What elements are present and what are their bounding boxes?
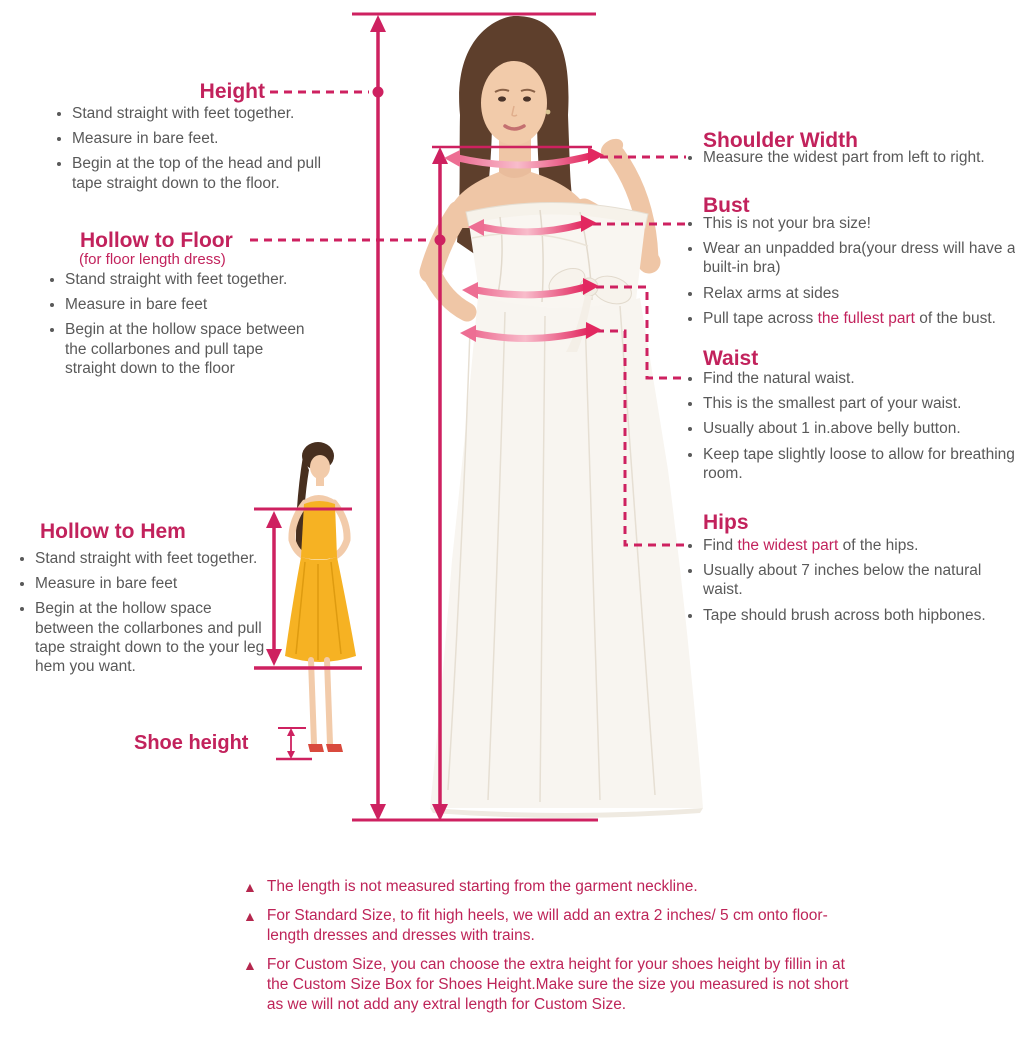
hollow-to-hem-title: Hollow to Hem <box>40 520 186 543</box>
highlighted-phrase: the widest part <box>737 537 839 554</box>
hollow-to-floor-bullet-list <box>48 270 313 384</box>
list-item: • Usually about 1 in.above belly button. <box>703 419 1015 438</box>
list-item: • Measure the widest part from left to right. <box>703 148 1015 167</box>
list-item: • Tape should brush across both hipbones. <box>703 606 1015 625</box>
list-item: • Stand straight with feet together. <box>65 270 313 289</box>
shoulder-width-bullet-list <box>686 148 1015 173</box>
hips-bullet-list <box>686 536 1015 631</box>
warning-triangle-icon: ▲ <box>243 879 257 895</box>
hollow-to-floor-title: Hollow to Floor <box>80 229 233 252</box>
height-title: Height <box>199 80 265 103</box>
bust-bullet-list <box>686 214 1015 334</box>
bullet-text: of the hips. <box>838 537 919 554</box>
list-item: • Stand straight with feet together. <box>35 549 273 568</box>
list-item: • Find the natural waist. <box>703 369 1015 388</box>
list-item: • Stand straight with feet together. <box>72 104 324 123</box>
note-row <box>243 906 908 946</box>
note-row <box>243 955 908 1014</box>
note-text: The length is not measured starting from the garment neckline. <box>266 878 698 895</box>
bullet-text: Find <box>703 537 738 554</box>
warning-triangle-icon: ▲ <box>243 956 257 973</box>
list-item: • Measure in bare feet. <box>72 129 324 148</box>
list-item: • Measure in bare feet <box>65 295 313 314</box>
list-item: • Begin at the top of the head and pull tape straight down to the floor. <box>72 154 324 192</box>
notes-list <box>243 877 908 1023</box>
note-text: For Standard Size, to fit high heels, we will add an extra 2 inches/ 5 cm onto floor-length dresses and dresses with trains. <box>266 907 828 945</box>
hollow-to-hem-bullet-list <box>18 549 273 682</box>
highlighted-phrase: the fullest part <box>817 309 915 327</box>
shoulder-width-title: Shoulder Width <box>703 129 858 152</box>
bullet-text: Pull tape across <box>703 309 818 327</box>
list-item: • This is not your bra size! <box>703 214 1015 233</box>
warning-triangle-icon: ▲ <box>243 908 257 925</box>
note-text: For Custom Size, you can choose the extra height for your shoes height by fillin in at the Custom Size Box for Shoes Height.Make sure the size you measured is not short as we will not add any extral length for Custom Size. <box>266 955 849 1013</box>
list-item: • Wear an unpadded bra(your dress will have a built-in bra) <box>703 239 1015 277</box>
list-item <box>703 536 1015 555</box>
waist-bullet-list <box>686 369 1015 489</box>
list-item: • Measure in bare feet <box>35 574 273 593</box>
bullet-text: of the bust. <box>914 309 996 327</box>
list-item: • Keep tape slightly loose to allow for breathing room. <box>703 445 1015 483</box>
shoe-height-label: Shoe height <box>134 732 249 754</box>
waist-title: Waist <box>703 347 759 370</box>
hollow-to-floor-subtitle: (for floor length dress) <box>79 251 226 268</box>
list-item: • Usually about 7 inches below the natural waist. <box>703 561 1015 599</box>
hips-title: Hips <box>703 511 749 534</box>
bust-title: Bust <box>703 194 750 217</box>
list-item <box>703 309 1015 328</box>
list-item: • Begin at the hollow space between the collarbones and pull tape straight down to the floor <box>65 320 313 378</box>
list-item: • Relax arms at sides <box>703 284 1015 303</box>
height-bullet-list <box>55 104 324 199</box>
list-item: • Begin at the hollow space between the collarbones and pull tape straight down to the your leg hem you want. <box>35 599 273 676</box>
note-row <box>243 877 908 897</box>
list-item: • This is the smallest part of your waist. <box>703 394 1015 413</box>
